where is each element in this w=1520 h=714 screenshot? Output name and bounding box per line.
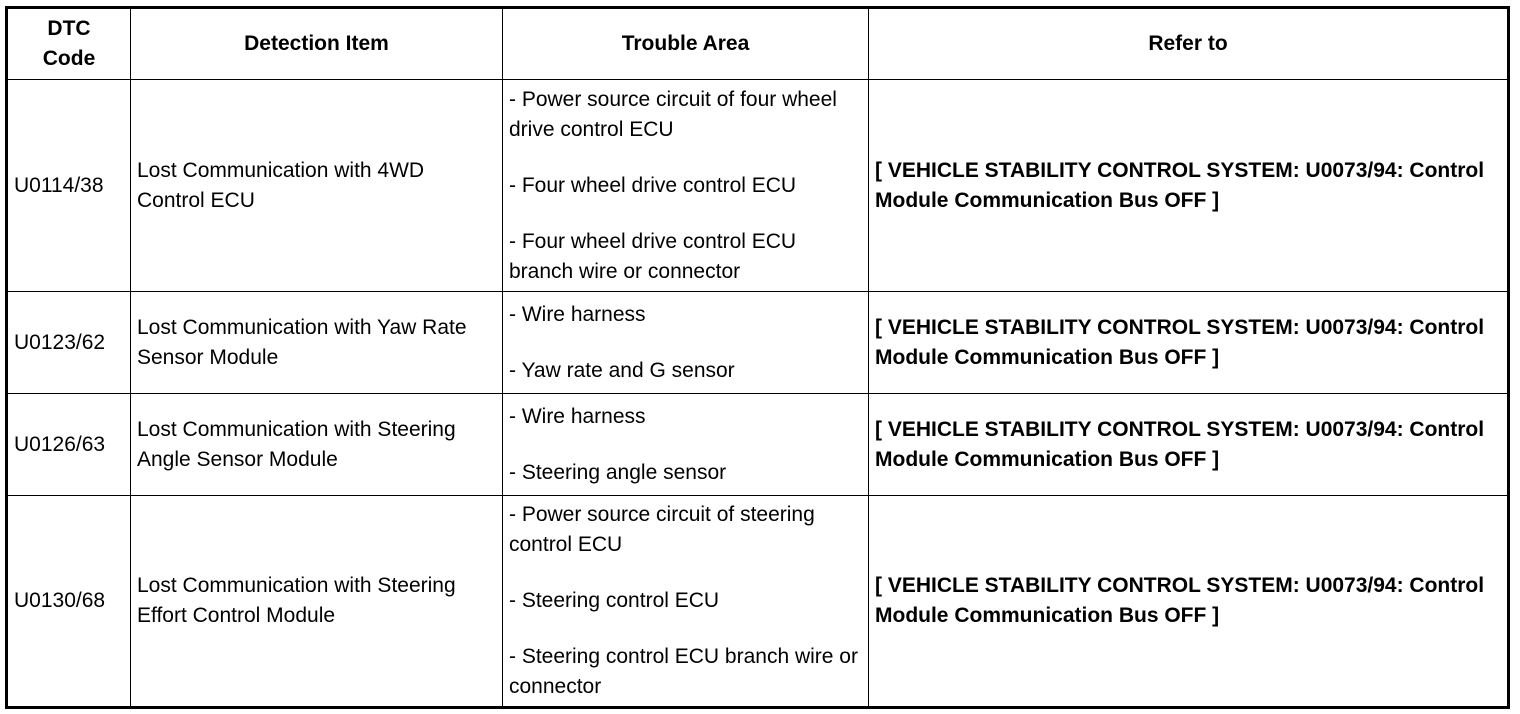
trouble-area-item: - Steering control ECU branch wire or connector bbox=[509, 645, 858, 698]
refer-to-cell bbox=[869, 496, 1509, 708]
header-dtc-code-line1: DTC bbox=[47, 17, 91, 40]
trouble-area-cell bbox=[503, 394, 869, 496]
dtc-table bbox=[5, 6, 1510, 709]
refer-bracket-open: [ bbox=[875, 574, 888, 597]
header-dtc-code bbox=[7, 8, 131, 80]
trouble-area-item: - Yaw rate and G sensor bbox=[509, 358, 735, 382]
trouble-area-item: - Power source circuit of steering control ECU bbox=[509, 503, 815, 556]
table-row bbox=[7, 394, 1509, 496]
dtc-code-cell: U0126/63 bbox=[7, 394, 131, 496]
refer-to-cell bbox=[869, 80, 1509, 292]
trouble-area-item: - Steering control ECU bbox=[509, 589, 720, 612]
trouble-area-cell bbox=[503, 292, 869, 394]
refer-bracket-open: [ bbox=[875, 315, 888, 339]
header-detection-item: Detection Item bbox=[131, 8, 503, 80]
refer-bracket-close: ] bbox=[1212, 188, 1220, 212]
table-row bbox=[7, 496, 1509, 708]
trouble-area-item: - Steering angle sensor bbox=[509, 460, 727, 484]
refer-bracket-close: ] bbox=[1212, 447, 1220, 471]
refer-bracket-open: [ bbox=[875, 158, 888, 182]
table-header-row bbox=[7, 8, 1509, 80]
trouble-area-item: - Wire harness bbox=[509, 404, 646, 428]
trouble-area-item: - Four wheel drive control ECU bbox=[509, 173, 797, 197]
refer-dtc-link[interactable]: U0073/94: Control Module Communication Bus OFF bbox=[875, 574, 1485, 627]
refer-bracket-close: ] bbox=[1212, 604, 1220, 627]
refer-to-cell bbox=[869, 394, 1509, 496]
table-row bbox=[7, 292, 1509, 394]
detection-item-cell: Lost Communication with Steering Effort Control Module bbox=[131, 496, 503, 708]
refer-dtc-link[interactable]: U0073/94: Control Module Communication Bus OFF bbox=[875, 315, 1485, 369]
detection-item-cell: Lost Communication with Yaw Rate Sensor Module bbox=[131, 292, 503, 394]
refer-system-link[interactable]: VEHICLE STABILITY CONTROL SYSTEM: bbox=[887, 417, 1300, 441]
trouble-area-cell bbox=[503, 80, 869, 292]
header-dtc-code-line2: Code bbox=[42, 47, 96, 70]
trouble-area-cell bbox=[503, 496, 869, 708]
dtc-code-cell: U0130/68 bbox=[7, 496, 131, 708]
trouble-area-item: - Wire harness bbox=[509, 302, 646, 326]
table-row bbox=[7, 80, 1509, 292]
refer-dtc-link[interactable]: U0073/94: Control Module Communication Bus OFF bbox=[875, 417, 1485, 471]
trouble-area-item: - Power source circuit of four wheel drive control ECU bbox=[509, 87, 837, 141]
detection-item-cell: Lost Communication with Steering Angle Sensor Module bbox=[131, 394, 503, 496]
refer-bracket-close: ] bbox=[1212, 345, 1220, 369]
trouble-area-item: - Four wheel drive control ECU branch wire or connector bbox=[509, 229, 797, 283]
refer-system-link[interactable]: VEHICLE STABILITY CONTROL SYSTEM: bbox=[887, 315, 1300, 339]
header-refer-to: Refer to bbox=[869, 8, 1509, 80]
detection-item-cell: Lost Communication with 4WD Control ECU bbox=[131, 80, 503, 292]
dtc-code-cell: U0114/38 bbox=[7, 80, 131, 292]
refer-system-link[interactable]: VEHICLE STABILITY CONTROL SYSTEM: bbox=[887, 574, 1300, 597]
refer-system-link[interactable]: VEHICLE STABILITY CONTROL SYSTEM: bbox=[887, 158, 1300, 182]
header-trouble-area: Trouble Area bbox=[503, 8, 869, 80]
refer-to-cell bbox=[869, 292, 1509, 394]
refer-dtc-link[interactable]: U0073/94: Control Module Communication Bus OFF bbox=[875, 158, 1485, 212]
refer-bracket-open: [ bbox=[875, 417, 888, 441]
dtc-code-cell: U0123/62 bbox=[7, 292, 131, 394]
